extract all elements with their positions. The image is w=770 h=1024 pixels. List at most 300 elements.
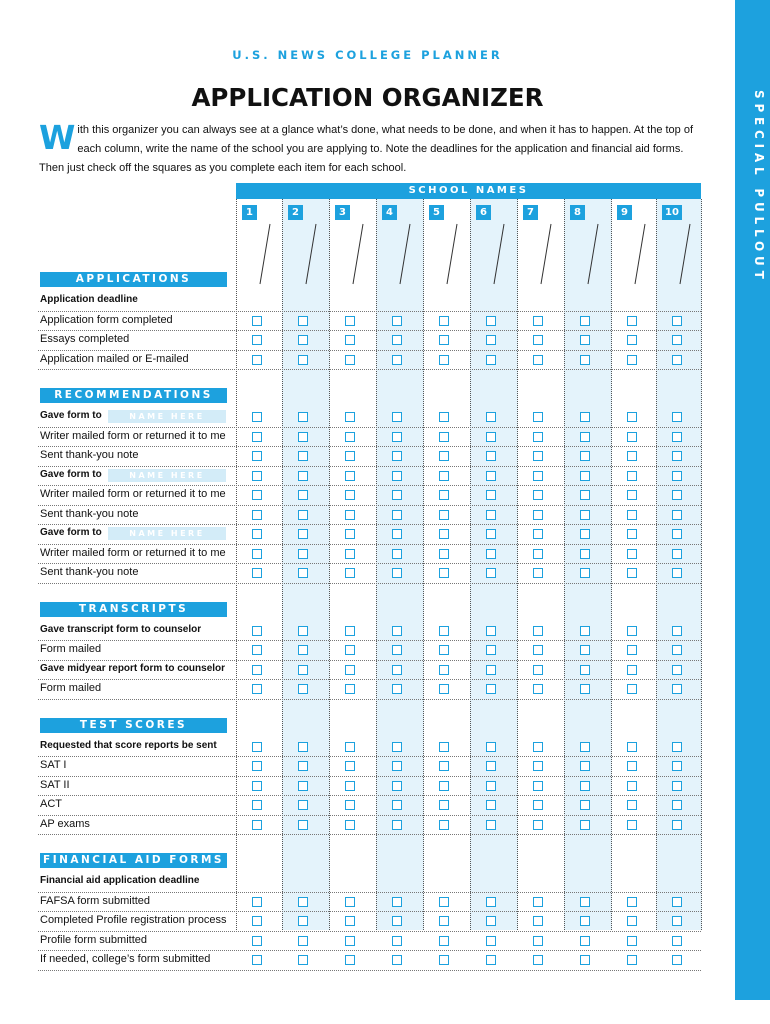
checkbox[interactable] (439, 936, 449, 946)
checkbox[interactable] (627, 781, 637, 791)
checkbox[interactable] (627, 916, 637, 926)
checkbox[interactable] (439, 490, 449, 500)
checkbox[interactable] (486, 665, 496, 675)
checkbox[interactable] (486, 897, 496, 907)
school-name-field[interactable] (329, 222, 373, 285)
checkbox[interactable] (580, 549, 590, 559)
checkbox[interactable] (345, 684, 355, 694)
checkbox[interactable] (486, 781, 496, 791)
checkbox[interactable] (672, 412, 682, 422)
row-label: Sent thank-you note (40, 507, 139, 520)
school-name-field[interactable] (656, 222, 700, 285)
school-name-field[interactable] (517, 222, 561, 285)
checkbox[interactable] (392, 355, 402, 365)
checkbox[interactable] (298, 936, 308, 946)
checkbox[interactable] (533, 742, 543, 752)
checkbox[interactable] (533, 316, 543, 326)
checkbox[interactable] (439, 432, 449, 442)
checkbox[interactable] (486, 684, 496, 694)
checkbox[interactable] (672, 355, 682, 365)
checkbox[interactable] (533, 800, 543, 810)
checkbox[interactable] (298, 412, 308, 422)
checkbox[interactable] (298, 510, 308, 520)
checkbox[interactable] (392, 800, 402, 810)
checkbox[interactable] (439, 451, 449, 461)
school-name-field[interactable] (611, 222, 655, 285)
checkbox[interactable] (672, 316, 682, 326)
checkbox[interactable] (439, 568, 449, 578)
checkbox[interactable] (392, 490, 402, 500)
checkbox[interactable] (627, 800, 637, 810)
checkbox[interactable] (298, 529, 308, 539)
checkbox[interactable] (439, 626, 449, 636)
checkbox[interactable] (252, 800, 262, 810)
checkbox[interactable] (345, 955, 355, 965)
checkbox[interactable] (533, 916, 543, 926)
row-divider (38, 369, 701, 370)
checkbox[interactable] (627, 626, 637, 636)
row-divider (38, 427, 701, 428)
checkbox[interactable] (533, 471, 543, 481)
checkbox[interactable] (672, 490, 682, 500)
checkbox[interactable] (580, 490, 590, 500)
checkbox[interactable] (627, 490, 637, 500)
checkbox[interactable] (672, 451, 682, 461)
checkbox[interactable] (627, 510, 637, 520)
row-label: Application form completed (40, 313, 173, 326)
checkbox[interactable] (672, 936, 682, 946)
checkbox[interactable] (627, 451, 637, 461)
checkbox[interactable] (486, 451, 496, 461)
write-in-line (494, 224, 504, 284)
checkbox[interactable] (439, 355, 449, 365)
checkbox[interactable] (392, 626, 402, 636)
school-name-line (329, 222, 373, 285)
checkbox[interactable] (252, 761, 262, 771)
row-divider (38, 699, 701, 700)
grid-right-border (701, 199, 702, 930)
checkbox[interactable] (439, 549, 449, 559)
checkbox[interactable] (298, 684, 308, 694)
column-number: 2 (288, 205, 303, 220)
checkbox[interactable] (345, 316, 355, 326)
checkbox[interactable] (252, 568, 262, 578)
row-divider (38, 931, 701, 932)
row-divider (38, 660, 701, 661)
checkbox[interactable] (392, 955, 402, 965)
checkbox[interactable] (252, 510, 262, 520)
checkbox[interactable] (252, 626, 262, 636)
checkbox[interactable] (298, 626, 308, 636)
checkbox[interactable] (345, 490, 355, 500)
checkbox[interactable] (533, 412, 543, 422)
checkbox[interactable] (580, 316, 590, 326)
checkbox[interactable] (298, 316, 308, 326)
checkbox[interactable] (439, 916, 449, 926)
checkbox[interactable] (627, 549, 637, 559)
checkbox[interactable] (672, 335, 682, 345)
checkbox[interactable] (672, 742, 682, 752)
checkbox[interactable] (672, 665, 682, 675)
checkbox[interactable] (580, 335, 590, 345)
checkbox[interactable] (486, 412, 496, 422)
checkbox[interactable] (627, 955, 637, 965)
checkbox[interactable] (252, 335, 262, 345)
checkbox[interactable] (533, 684, 543, 694)
school-name-line (282, 222, 326, 285)
school-name-line (656, 222, 700, 285)
checkbox[interactable] (345, 451, 355, 461)
checkbox[interactable] (580, 820, 590, 830)
checkbox[interactable] (580, 916, 590, 926)
checkbox[interactable] (392, 529, 402, 539)
checkbox[interactable] (439, 781, 449, 791)
checkbox[interactable] (252, 451, 262, 461)
row-divider (38, 583, 701, 584)
checkbox[interactable] (533, 529, 543, 539)
school-name-field[interactable] (423, 222, 467, 285)
row-divider (38, 950, 701, 951)
write-in-line (541, 224, 551, 284)
side-label: SPECIAL PULLOUT (752, 90, 766, 284)
checkbox[interactable] (345, 432, 355, 442)
checkbox[interactable] (439, 529, 449, 539)
row-label: Essays completed (40, 333, 130, 345)
checkbox[interactable] (345, 820, 355, 830)
checkbox[interactable] (439, 471, 449, 481)
checkbox[interactable] (580, 955, 590, 965)
checkbox[interactable] (672, 432, 682, 442)
checkbox[interactable] (298, 916, 308, 926)
checkbox[interactable] (252, 684, 262, 694)
checkbox[interactable] (392, 781, 402, 791)
checkbox[interactable] (439, 665, 449, 675)
checkbox[interactable] (486, 490, 496, 500)
checkbox[interactable] (345, 665, 355, 675)
row-label: Form mailed (40, 643, 102, 655)
checkbox[interactable] (298, 800, 308, 810)
checkbox[interactable] (627, 820, 637, 830)
checkbox[interactable] (486, 645, 496, 655)
checkbox[interactable] (252, 316, 262, 326)
checkbox[interactable] (392, 451, 402, 461)
checkbox[interactable] (672, 897, 682, 907)
checkbox[interactable] (486, 355, 496, 365)
checkbox[interactable] (486, 549, 496, 559)
checkbox[interactable] (392, 897, 402, 907)
checkbox[interactable] (392, 568, 402, 578)
checkbox[interactable] (627, 412, 637, 422)
checkbox[interactable] (298, 355, 308, 365)
checkbox[interactable] (298, 761, 308, 771)
checkbox[interactable] (345, 936, 355, 946)
checkbox[interactable] (486, 936, 496, 946)
checkbox[interactable] (298, 451, 308, 461)
checkbox[interactable] (298, 335, 308, 345)
checkbox[interactable] (672, 684, 682, 694)
checkbox[interactable] (533, 626, 543, 636)
checkbox[interactable] (533, 510, 543, 520)
checkbox[interactable] (298, 490, 308, 500)
checkbox[interactable] (672, 955, 682, 965)
checkbox[interactable] (252, 820, 262, 830)
checkbox[interactable] (252, 781, 262, 791)
checkbox[interactable] (298, 549, 308, 559)
checkbox[interactable] (345, 916, 355, 926)
checkbox[interactable] (392, 742, 402, 752)
checkbox[interactable] (580, 781, 590, 791)
school-name-field[interactable] (564, 222, 608, 285)
checkbox[interactable] (486, 761, 496, 771)
checkbox[interactable] (580, 626, 590, 636)
checkbox[interactable] (392, 665, 402, 675)
column-number: 4 (382, 205, 397, 220)
checkbox[interactable] (345, 742, 355, 752)
checkbox[interactable] (392, 820, 402, 830)
checkbox[interactable] (672, 510, 682, 520)
checkbox[interactable] (580, 471, 590, 481)
row-label: If needed, college’s form submitted (40, 953, 211, 965)
checkbox[interactable] (252, 490, 262, 500)
checkbox[interactable] (252, 645, 262, 655)
checkbox[interactable] (252, 897, 262, 907)
section-header: APPLICATIONS (40, 272, 227, 287)
checkbox[interactable] (580, 936, 590, 946)
checkbox[interactable] (627, 471, 637, 481)
row-divider (38, 446, 701, 447)
checkbox[interactable] (392, 432, 402, 442)
checkbox[interactable] (252, 529, 262, 539)
school-name-field[interactable] (282, 222, 326, 285)
row-label: FAFSA form submitted (40, 894, 151, 907)
checkbox[interactable] (533, 761, 543, 771)
checkbox[interactable] (345, 510, 355, 520)
checkbox[interactable] (252, 916, 262, 926)
checkbox[interactable] (439, 684, 449, 694)
checkbox[interactable] (580, 897, 590, 907)
checkbox[interactable] (345, 549, 355, 559)
checkbox[interactable] (392, 471, 402, 481)
checkbox[interactable] (533, 665, 543, 675)
checkbox[interactable] (392, 316, 402, 326)
checkbox[interactable] (627, 645, 637, 655)
checkbox[interactable] (672, 568, 682, 578)
checkbox[interactable] (486, 626, 496, 636)
checkbox[interactable] (580, 665, 590, 675)
checkbox[interactable] (345, 781, 355, 791)
checkbox[interactable] (439, 412, 449, 422)
column-number: 8 (570, 205, 585, 220)
school-name-line (423, 222, 467, 285)
checkbox[interactable] (580, 432, 590, 442)
checkbox[interactable] (392, 684, 402, 694)
checkbox[interactable] (672, 645, 682, 655)
checkbox[interactable] (580, 355, 590, 365)
checkbox[interactable] (298, 781, 308, 791)
checkbox[interactable] (627, 897, 637, 907)
checkbox[interactable] (298, 742, 308, 752)
checkbox[interactable] (252, 432, 262, 442)
checkbox[interactable] (345, 355, 355, 365)
section-header: RECOMMENDATIONS (40, 388, 227, 403)
checkbox[interactable] (486, 335, 496, 345)
checkbox[interactable] (439, 955, 449, 965)
checkbox[interactable] (439, 897, 449, 907)
checkbox[interactable] (580, 761, 590, 771)
checkbox[interactable] (533, 820, 543, 830)
checkbox[interactable] (392, 916, 402, 926)
checkbox[interactable] (627, 355, 637, 365)
checkbox[interactable] (298, 568, 308, 578)
checkbox[interactable] (252, 412, 262, 422)
checkbox[interactable] (627, 761, 637, 771)
checkbox[interactable] (298, 645, 308, 655)
section-header: TRANSCRIPTS (40, 602, 227, 617)
checkbox[interactable] (627, 432, 637, 442)
checkbox[interactable] (672, 626, 682, 636)
checkbox[interactable] (627, 684, 637, 694)
checkbox[interactable] (345, 761, 355, 771)
name-here-field[interactable]: NAME HERE (108, 527, 226, 540)
checkbox[interactable] (345, 471, 355, 481)
checkbox[interactable] (392, 549, 402, 559)
checkbox[interactable] (345, 626, 355, 636)
checkbox[interactable] (533, 645, 543, 655)
checkbox[interactable] (533, 936, 543, 946)
checkbox[interactable] (392, 645, 402, 655)
checkbox[interactable] (580, 800, 590, 810)
row-divider (38, 776, 701, 777)
checkbox[interactable] (580, 529, 590, 539)
checkbox[interactable] (486, 510, 496, 520)
checkbox[interactable] (439, 335, 449, 345)
school-name-field[interactable] (376, 222, 420, 285)
checkbox[interactable] (672, 800, 682, 810)
checkbox[interactable] (345, 529, 355, 539)
checkbox[interactable] (672, 471, 682, 481)
checkbox[interactable] (672, 529, 682, 539)
checkbox[interactable] (627, 665, 637, 675)
write-in-line (588, 224, 598, 284)
school-name-field[interactable] (470, 222, 514, 285)
checkbox[interactable] (439, 742, 449, 752)
checkbox[interactable] (627, 936, 637, 946)
write-in-line (260, 224, 270, 284)
checkbox[interactable] (392, 510, 402, 520)
checkbox[interactable] (252, 742, 262, 752)
checkbox[interactable] (345, 568, 355, 578)
checkbox[interactable] (580, 451, 590, 461)
checkbox[interactable] (533, 781, 543, 791)
checkbox[interactable] (439, 820, 449, 830)
row-divider (38, 911, 701, 912)
school-name-field[interactable] (236, 222, 280, 285)
row-divider (38, 679, 701, 680)
checkbox[interactable] (252, 355, 262, 365)
checkbox[interactable] (627, 316, 637, 326)
checkbox[interactable] (439, 645, 449, 655)
checkbox[interactable] (252, 549, 262, 559)
checkbox[interactable] (439, 800, 449, 810)
checkbox[interactable] (627, 335, 637, 345)
checkbox[interactable] (533, 549, 543, 559)
checkbox[interactable] (580, 510, 590, 520)
checkbox[interactable] (345, 897, 355, 907)
checkbox[interactable] (252, 955, 262, 965)
checkbox[interactable] (533, 355, 543, 365)
checkbox[interactable] (345, 412, 355, 422)
checkbox[interactable] (672, 761, 682, 771)
school-name-line (470, 222, 514, 285)
checkbox[interactable] (533, 490, 543, 500)
checkbox[interactable] (672, 916, 682, 926)
checkbox[interactable] (486, 529, 496, 539)
checkbox[interactable] (439, 316, 449, 326)
checkbox[interactable] (486, 820, 496, 830)
checkbox[interactable] (392, 936, 402, 946)
column-number: 10 (662, 205, 682, 220)
checkbox[interactable] (672, 549, 682, 559)
checkbox[interactable] (252, 665, 262, 675)
checkbox[interactable] (486, 800, 496, 810)
checkbox[interactable] (298, 955, 308, 965)
checkbox[interactable] (392, 412, 402, 422)
name-here-field[interactable]: NAME HERE (108, 410, 226, 423)
checkbox[interactable] (486, 955, 496, 965)
checkbox[interactable] (533, 897, 543, 907)
checkbox[interactable] (627, 742, 637, 752)
checkbox[interactable] (533, 451, 543, 461)
checkbox[interactable] (392, 335, 402, 345)
checkbox[interactable] (252, 471, 262, 481)
checkbox[interactable] (533, 955, 543, 965)
checkbox[interactable] (298, 897, 308, 907)
checkbox[interactable] (486, 916, 496, 926)
checkbox[interactable] (533, 432, 543, 442)
checkbox[interactable] (486, 568, 496, 578)
checkbox[interactable] (345, 800, 355, 810)
checkbox[interactable] (439, 761, 449, 771)
row-divider (38, 505, 701, 506)
checkbox[interactable] (252, 936, 262, 946)
school-name-line (376, 222, 420, 285)
checkbox[interactable] (486, 432, 496, 442)
checkbox[interactable] (298, 820, 308, 830)
checkbox[interactable] (672, 820, 682, 830)
checkbox[interactable] (580, 412, 590, 422)
checkbox[interactable] (298, 432, 308, 442)
checkbox[interactable] (533, 568, 543, 578)
checkbox[interactable] (533, 335, 543, 345)
checkbox[interactable] (486, 471, 496, 481)
checkbox[interactable] (580, 645, 590, 655)
checkbox[interactable] (580, 684, 590, 694)
checkbox[interactable] (672, 781, 682, 791)
checkbox[interactable] (298, 471, 308, 481)
checkbox[interactable] (486, 742, 496, 752)
checkbox[interactable] (580, 742, 590, 752)
checkbox[interactable] (486, 316, 496, 326)
checkbox[interactable] (392, 761, 402, 771)
checkbox[interactable] (627, 529, 637, 539)
name-here-field[interactable]: NAME HERE (108, 469, 226, 482)
checkbox[interactable] (627, 568, 637, 578)
checkbox[interactable] (345, 335, 355, 345)
checkbox[interactable] (580, 568, 590, 578)
checkbox[interactable] (298, 665, 308, 675)
checkbox[interactable] (439, 510, 449, 520)
checkbox[interactable] (345, 645, 355, 655)
